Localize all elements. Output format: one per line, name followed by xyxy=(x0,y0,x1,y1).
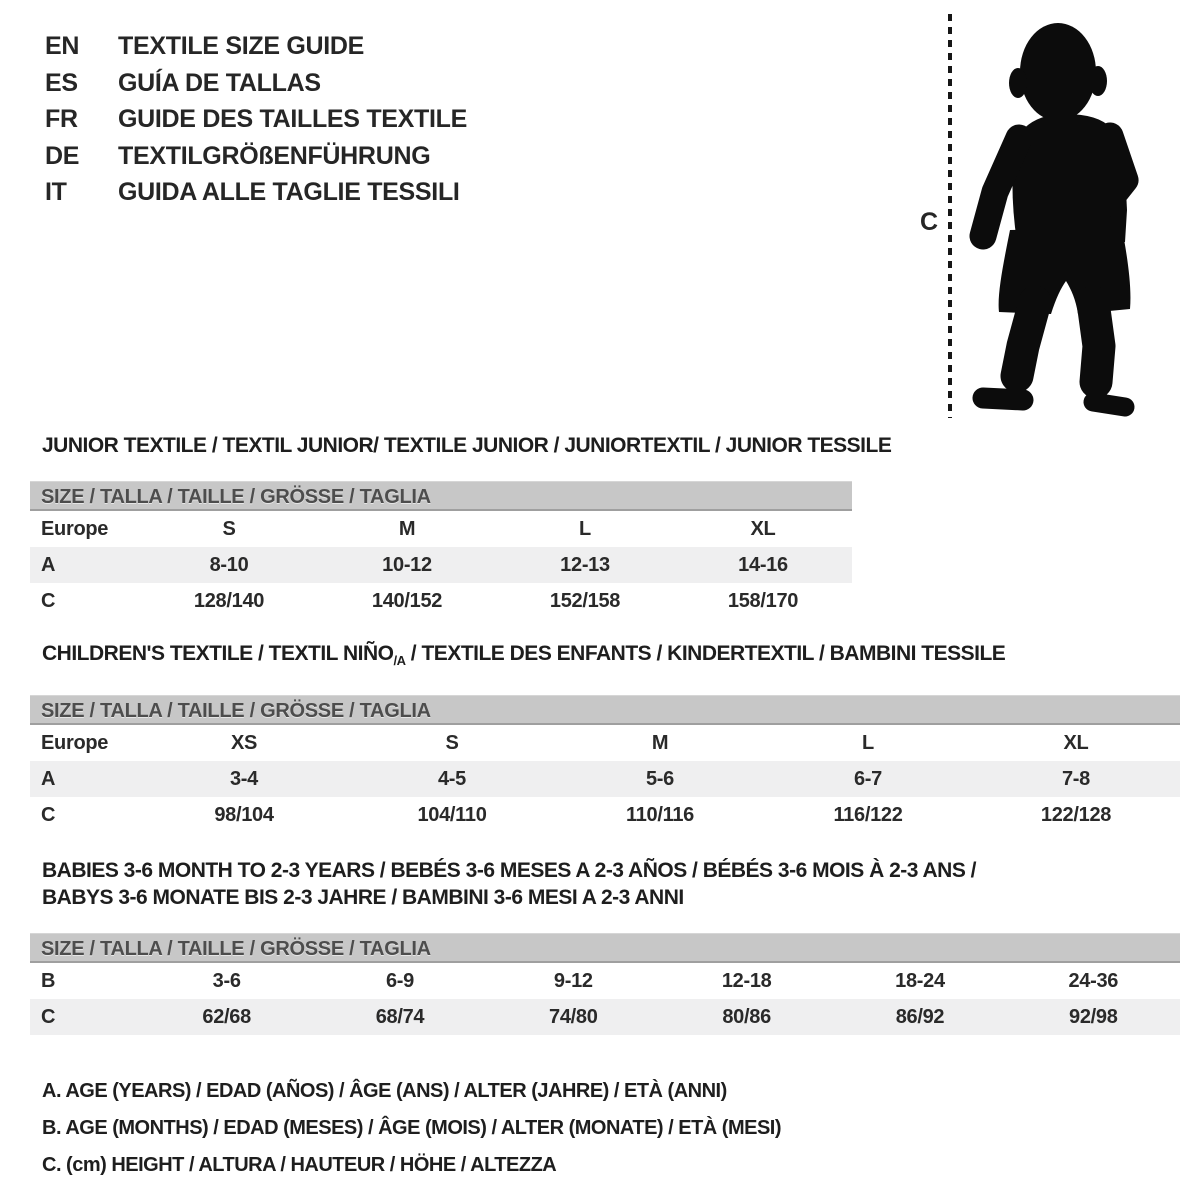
language-label: TEXTILE SIZE GUIDE xyxy=(118,32,365,60)
language-code: IT xyxy=(45,178,67,206)
table-row xyxy=(30,547,852,583)
table-cell: M xyxy=(398,518,416,540)
table-cell: 12-18 xyxy=(721,970,772,993)
header xyxy=(0,0,1200,430)
table-cell: 9-12 xyxy=(553,970,593,993)
table-cell: 110/116 xyxy=(626,804,694,827)
note-line: C. (cm) HEIGHT / ALTURA / HAUTEUR / HÖHE / ALTEZZA xyxy=(42,1154,557,1177)
section-title-children-prefix: CHILDREN'S TEXTILE / TEXTIL NIÑO xyxy=(42,642,394,665)
language-list xyxy=(45,28,467,211)
section-title-babies-line2: BABYS 3-6 MONATE BIS 2-3 JAHRE / BAMBINI 3-6 MESI A 2-3 ANNI xyxy=(42,886,684,910)
row-label: C xyxy=(41,1006,56,1029)
table-cell: 104/110 xyxy=(417,804,487,827)
table-cell: 12-13 xyxy=(560,554,610,576)
language-row xyxy=(45,138,467,175)
table-cell: 92/98 xyxy=(1069,1006,1118,1029)
row-label: B xyxy=(41,970,56,993)
size-header-bar: SIZE / TALLA / TAILLE / GRÖSSE / TAGLIA xyxy=(30,933,1180,963)
language-row xyxy=(45,101,467,138)
table-cell: 152/158 xyxy=(549,590,621,612)
note-line: A. AGE (YEARS) / EDAD (AÑOS) / ÂGE (ANS) / ALTER (JAHRE) / ETÀ (ANNI) xyxy=(42,1080,727,1103)
table-row xyxy=(30,583,852,619)
table-cell: 6-7 xyxy=(853,768,882,791)
language-code: DE xyxy=(45,141,80,170)
table-cell: 18-24 xyxy=(895,970,945,993)
height-dashed-line xyxy=(948,14,952,418)
row-label: Europe xyxy=(41,732,109,755)
table-cell: 4-5 xyxy=(437,768,466,791)
table-cell: L xyxy=(579,518,591,540)
language-label: GUIDA ALLE TAGLIE TESSILI xyxy=(118,178,460,206)
table-cell: 122/128 xyxy=(1040,804,1112,827)
language-label: GUIDE DES TAILLES TEXTILE xyxy=(118,105,468,133)
measure-notes xyxy=(42,1073,1200,1184)
table-row xyxy=(30,725,1180,761)
table-cell: XL xyxy=(1063,732,1089,755)
table-cell: 80/86 xyxy=(722,1006,771,1029)
size-table-children xyxy=(30,695,1180,833)
row-label: Europe xyxy=(41,518,109,540)
table-cell: 24-36 xyxy=(1068,970,1119,993)
table-cell: 8-10 xyxy=(209,554,249,576)
row-label: C xyxy=(41,590,56,612)
size-table-junior xyxy=(30,481,852,619)
section-title-junior-text: JUNIOR TEXTILE / TEXTIL JUNIOR/ TEXTILE JUNIOR / JUNIORTEXTIL / JUNIOR TESSILE xyxy=(42,434,892,457)
height-measure-label: C xyxy=(920,208,938,236)
size-header-bar: SIZE / TALLA / TAILLE / GRÖSSE / TAGLIA xyxy=(30,481,852,511)
section-title-children-suffix: / TEXTILE DES ENFANTS / KINDERTEXTIL / BAMBINI TESSILE xyxy=(405,642,1006,665)
language-label: TEXTILGRÖßENFÜHRUNG xyxy=(118,141,431,170)
table-cell: L xyxy=(862,732,874,755)
table-cell: S xyxy=(445,732,459,755)
row-label: C xyxy=(41,804,56,827)
table-cell: 62/68 xyxy=(202,1006,251,1029)
table-row xyxy=(30,963,1180,999)
section-title-children xyxy=(42,643,1200,672)
table-cell: 140/152 xyxy=(371,590,443,612)
note-line: B. AGE (MONTHS) / EDAD (MESES) / ÂGE (MOIS) / ALTER (MONATE) / ETÀ (MESI) xyxy=(42,1117,782,1140)
table-cell: 116/122 xyxy=(833,804,903,827)
language-code: EN xyxy=(45,32,80,60)
table-row xyxy=(30,761,1180,797)
language-label: GUÍA DE TALLAS xyxy=(118,68,321,97)
section-title-babies xyxy=(42,857,1200,911)
table-cell: 3-4 xyxy=(229,768,258,791)
table-cell: 68/74 xyxy=(375,1006,425,1029)
table-cell: 5-6 xyxy=(645,768,674,791)
table-row xyxy=(30,511,852,547)
table-cell: 128/140 xyxy=(193,590,265,612)
row-label: A xyxy=(41,554,56,576)
section-title-children-sub: /A xyxy=(393,653,406,669)
language-row xyxy=(45,174,467,211)
language-code: FR xyxy=(45,105,78,133)
language-row xyxy=(45,65,467,102)
table-row xyxy=(30,999,1180,1035)
size-table-babies xyxy=(30,933,1180,1035)
table-cell: 74/80 xyxy=(549,1006,598,1029)
size-header-bar: SIZE / TALLA / TAILLE / GRÖSSE / TAGLIA xyxy=(30,695,1180,725)
section-title-babies-line1: BABIES 3-6 MONTH TO 2-3 YEARS / BEBÉS 3-6 MESES A 2-3 AÑOS / BÉBÉS 3-6 MOIS À 2-3 ANS / xyxy=(42,859,977,883)
toddler-silhouette-icon xyxy=(955,10,1200,430)
table-cell: 86/92 xyxy=(895,1006,945,1029)
table-cell: XS xyxy=(230,732,258,755)
table-cell: 14-16 xyxy=(738,554,788,576)
language-row xyxy=(45,28,467,65)
table-cell: 3-6 xyxy=(212,970,241,993)
table-cell: 7-8 xyxy=(1061,768,1090,791)
table-cell: 10-12 xyxy=(382,554,432,576)
table-cell: 98/104 xyxy=(214,804,274,827)
table-row xyxy=(30,797,1180,833)
table-cell: M xyxy=(651,732,669,755)
table-cell: 6-9 xyxy=(385,970,414,993)
section-title-junior xyxy=(42,435,1200,457)
row-label: A xyxy=(41,768,56,791)
table-cell: 158/170 xyxy=(727,590,799,612)
table-cell: S xyxy=(222,518,236,540)
table-cell: XL xyxy=(750,518,776,540)
language-code: ES xyxy=(45,68,78,97)
